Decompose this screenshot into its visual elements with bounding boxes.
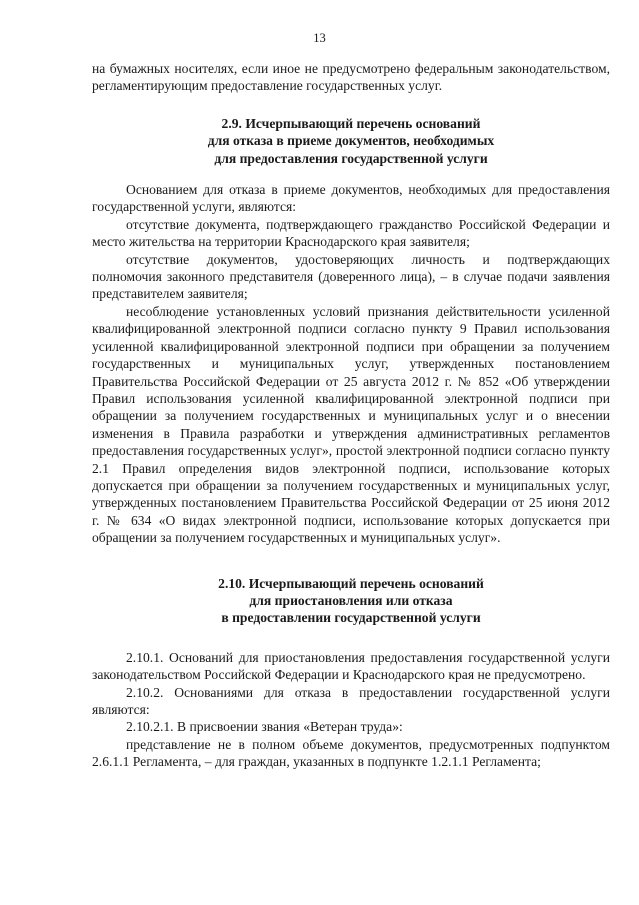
page-number: 13 (313, 31, 326, 45)
paragraph: Основанием для отказа в приеме документов, необходимых для предоставления государственной услуги, являются: (92, 182, 610, 215)
paragraph: 2.10.1. Оснований для приостановления предоставления государственной услуги законодательством Российской Федерации и Краснодарского края не предусмотрено. (92, 649, 610, 683)
paragraph: отсутствие документов, удостоверяющих личность и подтверждающих полномочия законного представителя (доверенного лица), – в случае подачи заявления представителем заявителя; (92, 251, 610, 302)
heading-line: в предоставлении государственной услуги (221, 610, 481, 626)
paragraph: отсутствие документа, подтверждающего гражданство Российской Федерации и место жительства на территории Краснодарского края заявителя; (92, 216, 610, 250)
heading-line: для отказа в приеме документов, необходимых (207, 133, 495, 149)
section-2-9-heading (92, 115, 610, 167)
paragraph: представление не в полном объеме документов, предусмотренных подпунктом 2.6.1.1 Регламента, – для граждан, указанных в подпункте 1.2.1.1 Регламента; (92, 736, 610, 770)
section-2-10-heading (92, 575, 610, 627)
heading-line: 2.10. Исчерпывающий перечень оснований (218, 575, 484, 591)
paragraph: 2.10.2. Основаниями для отказа в предоставлении государственной услуги являются: (92, 684, 610, 717)
heading-line: для предоставления государственной услуги (214, 150, 488, 166)
paragraph: несоблюдение установленных условий признания действительности усиленной квалифицированной электронной подписи согласно пункту 9 Правил использования усиленной квалифицированной электронной подписи при обращении за получением государственных и муниципальных услуг, утвержденных постановлением Правительства Российской Федерации от 25 августа 2012 г. № 852 «Об утверждении Правил использования усиленной квалифицированной электронной подписи при обращении за получением государственных и муниципальных услуг и о внесении изменения в Правила разработки и утверждения административных регламентов предоставления государственных услуг», простой электронной подписи согласно пункту 2.1 Правил определения видов электронной подписи, использование которых допускается при обращении за получением государственных и муниципальных услуг, утвержденных постановлением Правительства Российской Федерации от 25 июня 2012 г. № 634 «О видах электронной подписи, использование которых допускается при обращении за получением государственных и муниципальных услуг». (92, 303, 610, 546)
heading-line: 2.9. Исчерпывающий перечень оснований (221, 115, 481, 131)
paragraph: 2.10.2.1. В присвоении звания «Ветеран труда»: (126, 719, 403, 735)
intro-paragraph: на бумажных носителях, если иное не предусмотрено федеральным законодательством, регламентирующим предоставление государственных услуг. (92, 61, 610, 94)
heading-line: для приостановления или отказа (249, 592, 453, 608)
document-body (92, 60, 610, 771)
